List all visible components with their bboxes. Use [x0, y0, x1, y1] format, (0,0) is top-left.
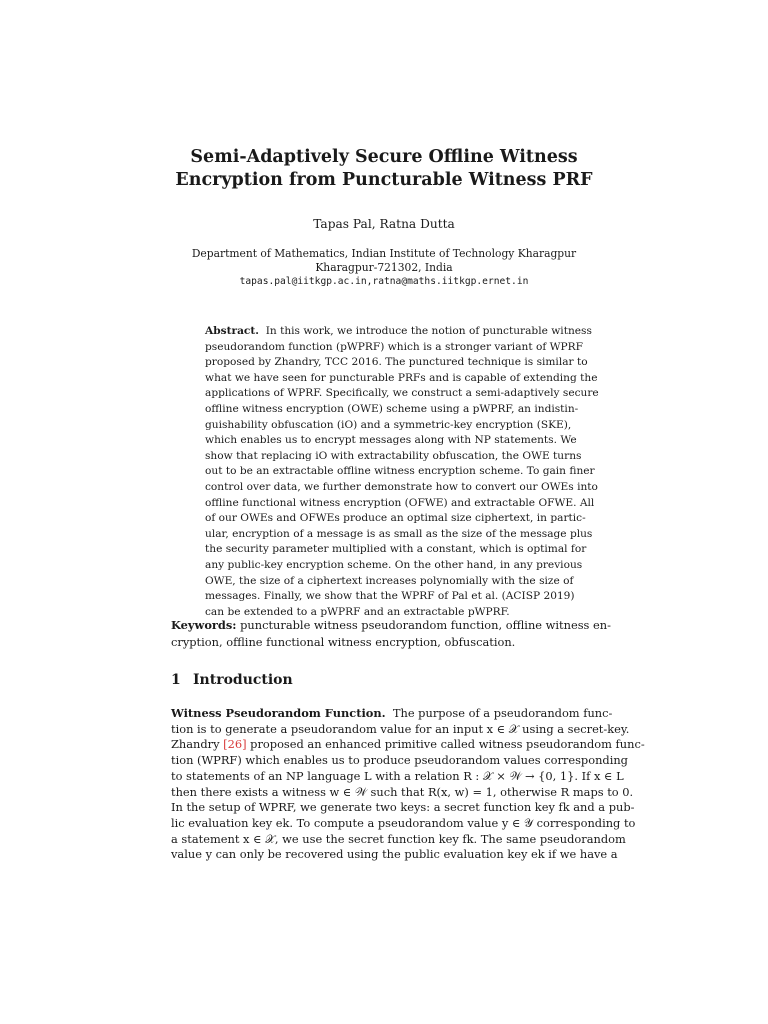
paragraph-label: Witness Pseudorandom Function. — [171, 706, 386, 720]
affiliation — [150, 247, 618, 289]
abstract-line: what we have seen for puncturable PRFs and is capable of extending the — [205, 371, 598, 384]
abstract-line: the security parameter multiplied with a constant, which is optimal for — [205, 543, 587, 556]
author-list: Tapas Pal, Ratna Dutta — [313, 217, 455, 231]
affiliation-line-1: Department of Mathematics, Indian Institute of Technology Kharagpur — [191, 247, 577, 260]
abstract-line: offline functional witness encryption (OFWE) and extractable OFWE. All — [205, 496, 595, 509]
intro-line: to statements of an NP language L with a relation R : 𝒳 × 𝒲 → {0, 1}. If x ∈ L — [171, 768, 624, 783]
abstract-line: can be extended to a pWPRF and an extractable pWPRF. — [205, 605, 510, 618]
intro-line: tion (WPRF) which enables us to produce pseudorandom values corresponding — [171, 753, 628, 768]
intro-line: then there exists a witness w ∈ 𝒲 such that R(x, w) = 1, otherwise R maps to 0. — [171, 784, 634, 799]
abstract-text: In this work, we introduce the notion of puncturable witness — [265, 325, 592, 337]
abstract-line: OWE, the size of a ciphertext increases polynomially with the size of — [205, 574, 574, 587]
intro-line: In the setup of WPRF, we generate two keys: a secret function key fk and a pub- — [171, 800, 635, 815]
intro-line: a statement x ∈ 𝒳, we use the secret function key fk. The same pseudorandom — [171, 831, 626, 846]
section-heading — [171, 672, 293, 688]
abstract-line: messages. Finally, we show that the WPRF of Pal et al. (ACISP 2019) — [205, 590, 575, 603]
keywords — [171, 617, 611, 651]
keywords-line: cryption, offline functional witness encryption, obfuscation. — [171, 635, 516, 649]
abstract-line: out to be an extractable offline witness encryption scheme. To gain finer — [205, 465, 595, 478]
author-emails: tapas.pal@iitkgp.ac.in,ratna@maths.iitkgp.ernet.in — [239, 276, 529, 287]
intro-text: Zhandry — [171, 737, 224, 752]
intro-text: The purpose of a pseudorandom func- — [392, 706, 613, 720]
intro-line — [171, 706, 613, 722]
section-title: Introduction — [193, 672, 293, 688]
paper-title — [150, 146, 618, 192]
intro-line: tion is to generate a pseudorandom value for an input x ∈ 𝒳 using a secret-key. — [171, 721, 630, 736]
intro-line: lic evaluation key ek. To compute a pseudorandom value y ∈ 𝒴 corresponding to — [171, 815, 636, 830]
abstract-line: which enables us to encrypt messages along with NP statements. We — [205, 434, 577, 447]
abstract-line: offline witness encryption (OWE) scheme using a pWPRF, an indistin- — [205, 402, 579, 415]
abstract-line — [205, 324, 592, 340]
citation-link[interactable]: [26] — [223, 737, 247, 752]
title-line-2: Encryption from Puncturable Witness PRF — [175, 170, 593, 190]
abstract-line: any public-key encryption scheme. On the other hand, in any previous — [205, 558, 583, 571]
title-line-1: Semi-Adaptively Secure Offline Witness — [190, 147, 578, 167]
abstract — [205, 324, 599, 620]
keywords-text: puncturable witness pseudorandom function, offline witness en- — [240, 618, 611, 632]
abstract-line: pseudorandom function (pWPRF) which is a stronger variant of WPRF — [205, 340, 583, 353]
introduction-body — [171, 706, 645, 863]
intro-line[interactable] — [171, 737, 645, 753]
abstract-line: guishability obfuscation (iO) and a symmetric-key encryption (SKE), — [205, 418, 572, 431]
abstract-line: of our OWEs and OFWEs produce an optimal size ciphertext, in partic- — [205, 512, 586, 525]
abstract-label: Abstract. — [205, 325, 259, 337]
keywords-line — [171, 617, 611, 634]
affiliation-line-2: Kharagpur-721302, India — [315, 261, 453, 274]
intro-text: proposed an enhanced primitive called witness pseudorandom func- — [246, 737, 645, 752]
abstract-line: ular, encryption of a message is as small as the size of the message plus — [205, 527, 593, 540]
keywords-label: Keywords: — [171, 618, 237, 632]
abstract-line: applications of WPRF. Specifically, we construct a semi-adaptively secure — [205, 387, 599, 400]
abstract-line: proposed by Zhandry, TCC 2016. The punctured technique is similar to — [205, 356, 588, 369]
intro-line: value y can only be recovered using the public evaluation key ek if we have a — [171, 847, 618, 862]
abstract-line: show that replacing iO with extractability obfuscation, the OWE turns — [205, 449, 582, 462]
abstract-line: control over data, we further demonstrate how to convert our OWEs into — [205, 480, 598, 493]
section-number: 1 — [171, 672, 181, 688]
